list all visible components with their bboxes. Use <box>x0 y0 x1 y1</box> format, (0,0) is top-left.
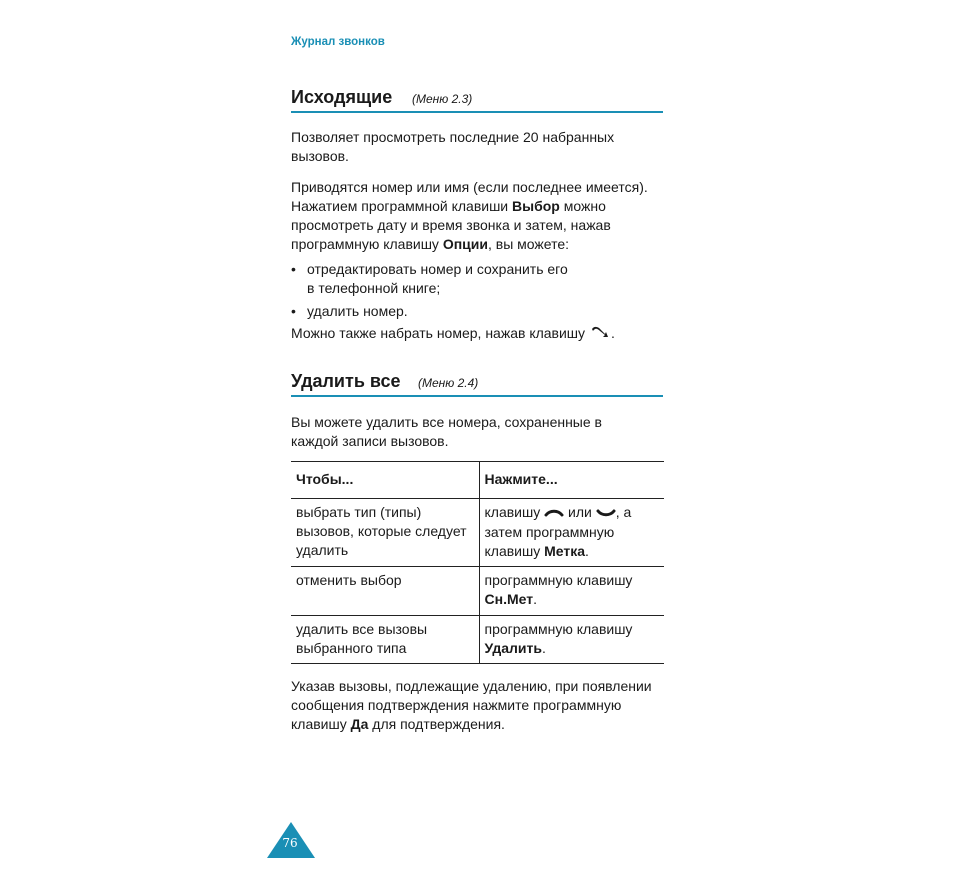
paragraph-call-key: Можно также набрать номер, нажав клавишу . <box>291 324 671 345</box>
softkey-delete-label: Удалить <box>484 640 542 656</box>
section-heading-delete-all <box>291 371 663 397</box>
softkey-yes-label: Да <box>350 716 369 732</box>
table-cell: удалить все вызовы выбранного типа <box>291 616 479 664</box>
softkey-select-label: Выбор <box>512 198 560 214</box>
nav-right-key-icon <box>596 504 616 523</box>
page-number: 76 <box>282 836 298 850</box>
running-head: Журнал звонков <box>291 36 385 48</box>
table-header-row <box>291 462 664 499</box>
list-item: • отредактировать номер и сохранить его в телефонной книге; <box>291 261 568 296</box>
table-header-cell: Нажмите... <box>479 462 664 499</box>
send-call-key-icon <box>589 324 611 345</box>
nav-left-key-icon <box>544 504 564 523</box>
table-row <box>291 567 664 616</box>
table-header-cell: Чтобы... <box>291 462 479 499</box>
section-heading-outgoing <box>291 87 663 113</box>
table-cell: клавишу или , а затем программную клавишу Метка. <box>479 499 664 567</box>
table-cell: программную клавишу Сн.Мет. <box>479 567 664 616</box>
paragraph-delete-intro: Вы можете удалить все номера, сохраненные в каждой записи вызовов. <box>291 414 602 449</box>
table-row <box>291 499 664 567</box>
softkey-options-label: Опции <box>442 236 488 252</box>
paragraph-confirm: Указав вызовы, подлежащие удалению, при появлении сообщения подтверждения нажмите программную клавишу Да для подтверждения. <box>291 678 652 732</box>
paragraph-details: Приводятся номер или имя (если последнее имеется). Нажатием программной клавиши Выбор можно просмотреть дату и время звонка и затем, нажав программную клавишу Опции, вы можете: <box>291 179 648 252</box>
table-row <box>291 616 664 664</box>
table-cell: выбрать тип (типы) вызовов, которые следует удалить <box>291 499 479 567</box>
menu-reference: (Меню 2.4) <box>418 376 479 390</box>
softkey-unmark-label: Сн.Мет <box>484 591 534 607</box>
table-cell: отменить выбор <box>291 567 479 616</box>
section-title: Исходящие <box>291 87 393 107</box>
paragraph-intro: Позволяет просмотреть последние 20 набранных вызовов. <box>291 129 615 164</box>
instructions-table <box>291 461 664 664</box>
table-cell: программную клавишу Удалить. <box>479 616 664 664</box>
softkey-mark-label: Метка <box>544 542 586 559</box>
menu-reference: (Меню 2.3) <box>412 92 473 106</box>
list-item: • удалить номер. <box>291 303 408 319</box>
section-title: Удалить все <box>291 371 401 391</box>
